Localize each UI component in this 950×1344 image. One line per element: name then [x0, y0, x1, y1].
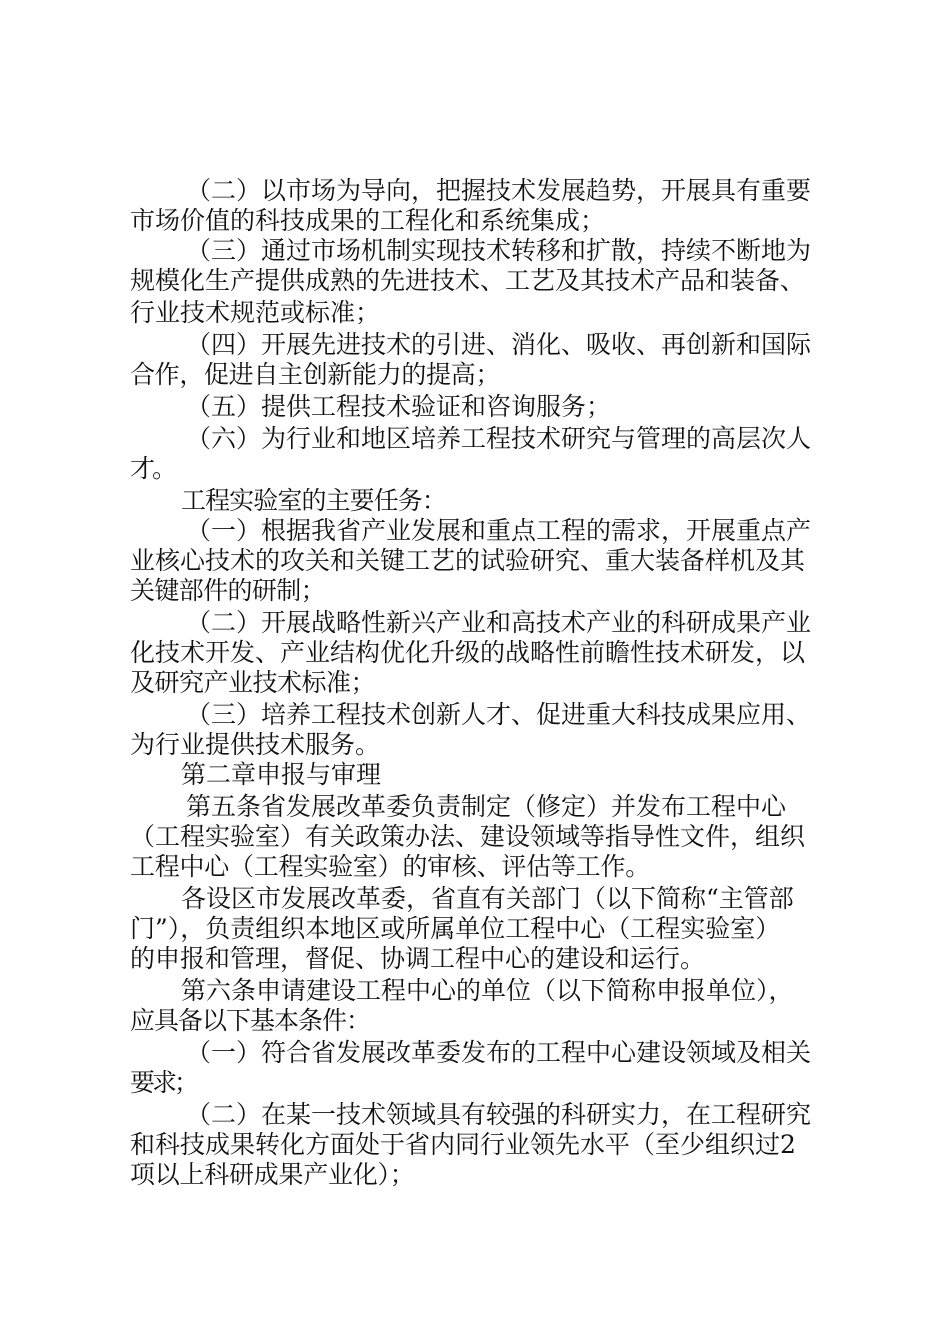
paragraph-line: （工程实验室）有关政策办法、建设领域等指导性文件，组织	[130, 822, 806, 851]
paragraph-line: 工程实验室的主要任务：	[181, 486, 446, 515]
paragraph-line: 合作，促进自主创新能力的提高；	[130, 360, 501, 389]
paragraph-line: （三）培养工程技术创新人才、促进重大科技成果应用、	[186, 700, 812, 729]
paragraph-line: （三）通过市场机制实现技术转移和扩散，持续不断地为	[186, 236, 812, 265]
paragraph-line: （六）为行业和地区培养工程技术研究与管理的高层次人	[186, 424, 812, 453]
paragraph-line: 化技术开发、产业结构优化升级的战略性前瞻性技术研发，以	[130, 638, 806, 667]
paragraph-line: （二）在某一技术领域具有较强的科研实力，在工程研究	[186, 1100, 812, 1129]
paragraph-line: （四）开展先进技术的引进、消化、吸收、再创新和国际	[186, 330, 812, 359]
paragraph-line: 为行业提供技术服务。	[130, 730, 381, 759]
paragraph-line: （一）根据我省产业发展和重点工程的需求，开展重点产	[186, 516, 812, 545]
paragraph-line: （二）以市场为导向，把握技术发展趋势，开展具有重要	[186, 176, 812, 205]
paragraph-line: 市场价值的科技成果的工程化和系统集成；	[130, 206, 606, 235]
paragraph-line: 业核心技术的攻关和关键工艺的试验研究、重大装备样机及其	[130, 546, 806, 575]
paragraph-line: （五）提供工程技术验证和咨询服务；	[186, 392, 612, 421]
paragraph-line: 项以上科研成果产业化）；	[130, 1160, 415, 1189]
chapter-heading: 第二章申报与审理	[181, 760, 382, 789]
paragraph-line: 及研究产业技术标准；	[130, 668, 376, 697]
paragraph-line: 各设区市发展改革委，省直有关部门（以下简称“主管部	[181, 884, 794, 913]
paragraph-line: 规模化生产提供成熟的先进技术、工艺及其技术产品和装备、	[130, 266, 806, 295]
paragraph-line: （一）符合省发展改革委发布的工程中心建设领域及相关	[186, 1038, 812, 1067]
paragraph-line: 才。	[130, 454, 175, 483]
paragraph-line: 第六条申请建设工程中心的单位（以下简称申报单位），	[181, 976, 794, 1005]
paragraph-line: 工程中心（工程实验室）的审核、评估等工作。	[130, 852, 650, 881]
paragraph-line: 关键部件的研制；	[130, 576, 325, 605]
paragraph-line: 门”），负责组织本地区或所属单位工程中心（工程实验室）	[130, 914, 781, 943]
paragraph-line: 行业技术规范或标准；	[130, 298, 381, 327]
paragraph-line: （二）开展战略性新兴产业和高技术产业的科研成果产业	[186, 608, 812, 637]
paragraph-line: 第五条省发展改革委负责制定（修定）并发布工程中心	[186, 792, 787, 821]
paragraph-line: 应具备以下基本条件：	[130, 1006, 371, 1035]
paragraph-line: 和科技成果转化方面处于省内同行业领先水平（至少组织过2	[130, 1130, 796, 1159]
paragraph-line: 的申报和管理，督促、协调工程中心的建设和运行。	[130, 944, 706, 973]
paragraph-line: 要求；	[130, 1068, 197, 1097]
